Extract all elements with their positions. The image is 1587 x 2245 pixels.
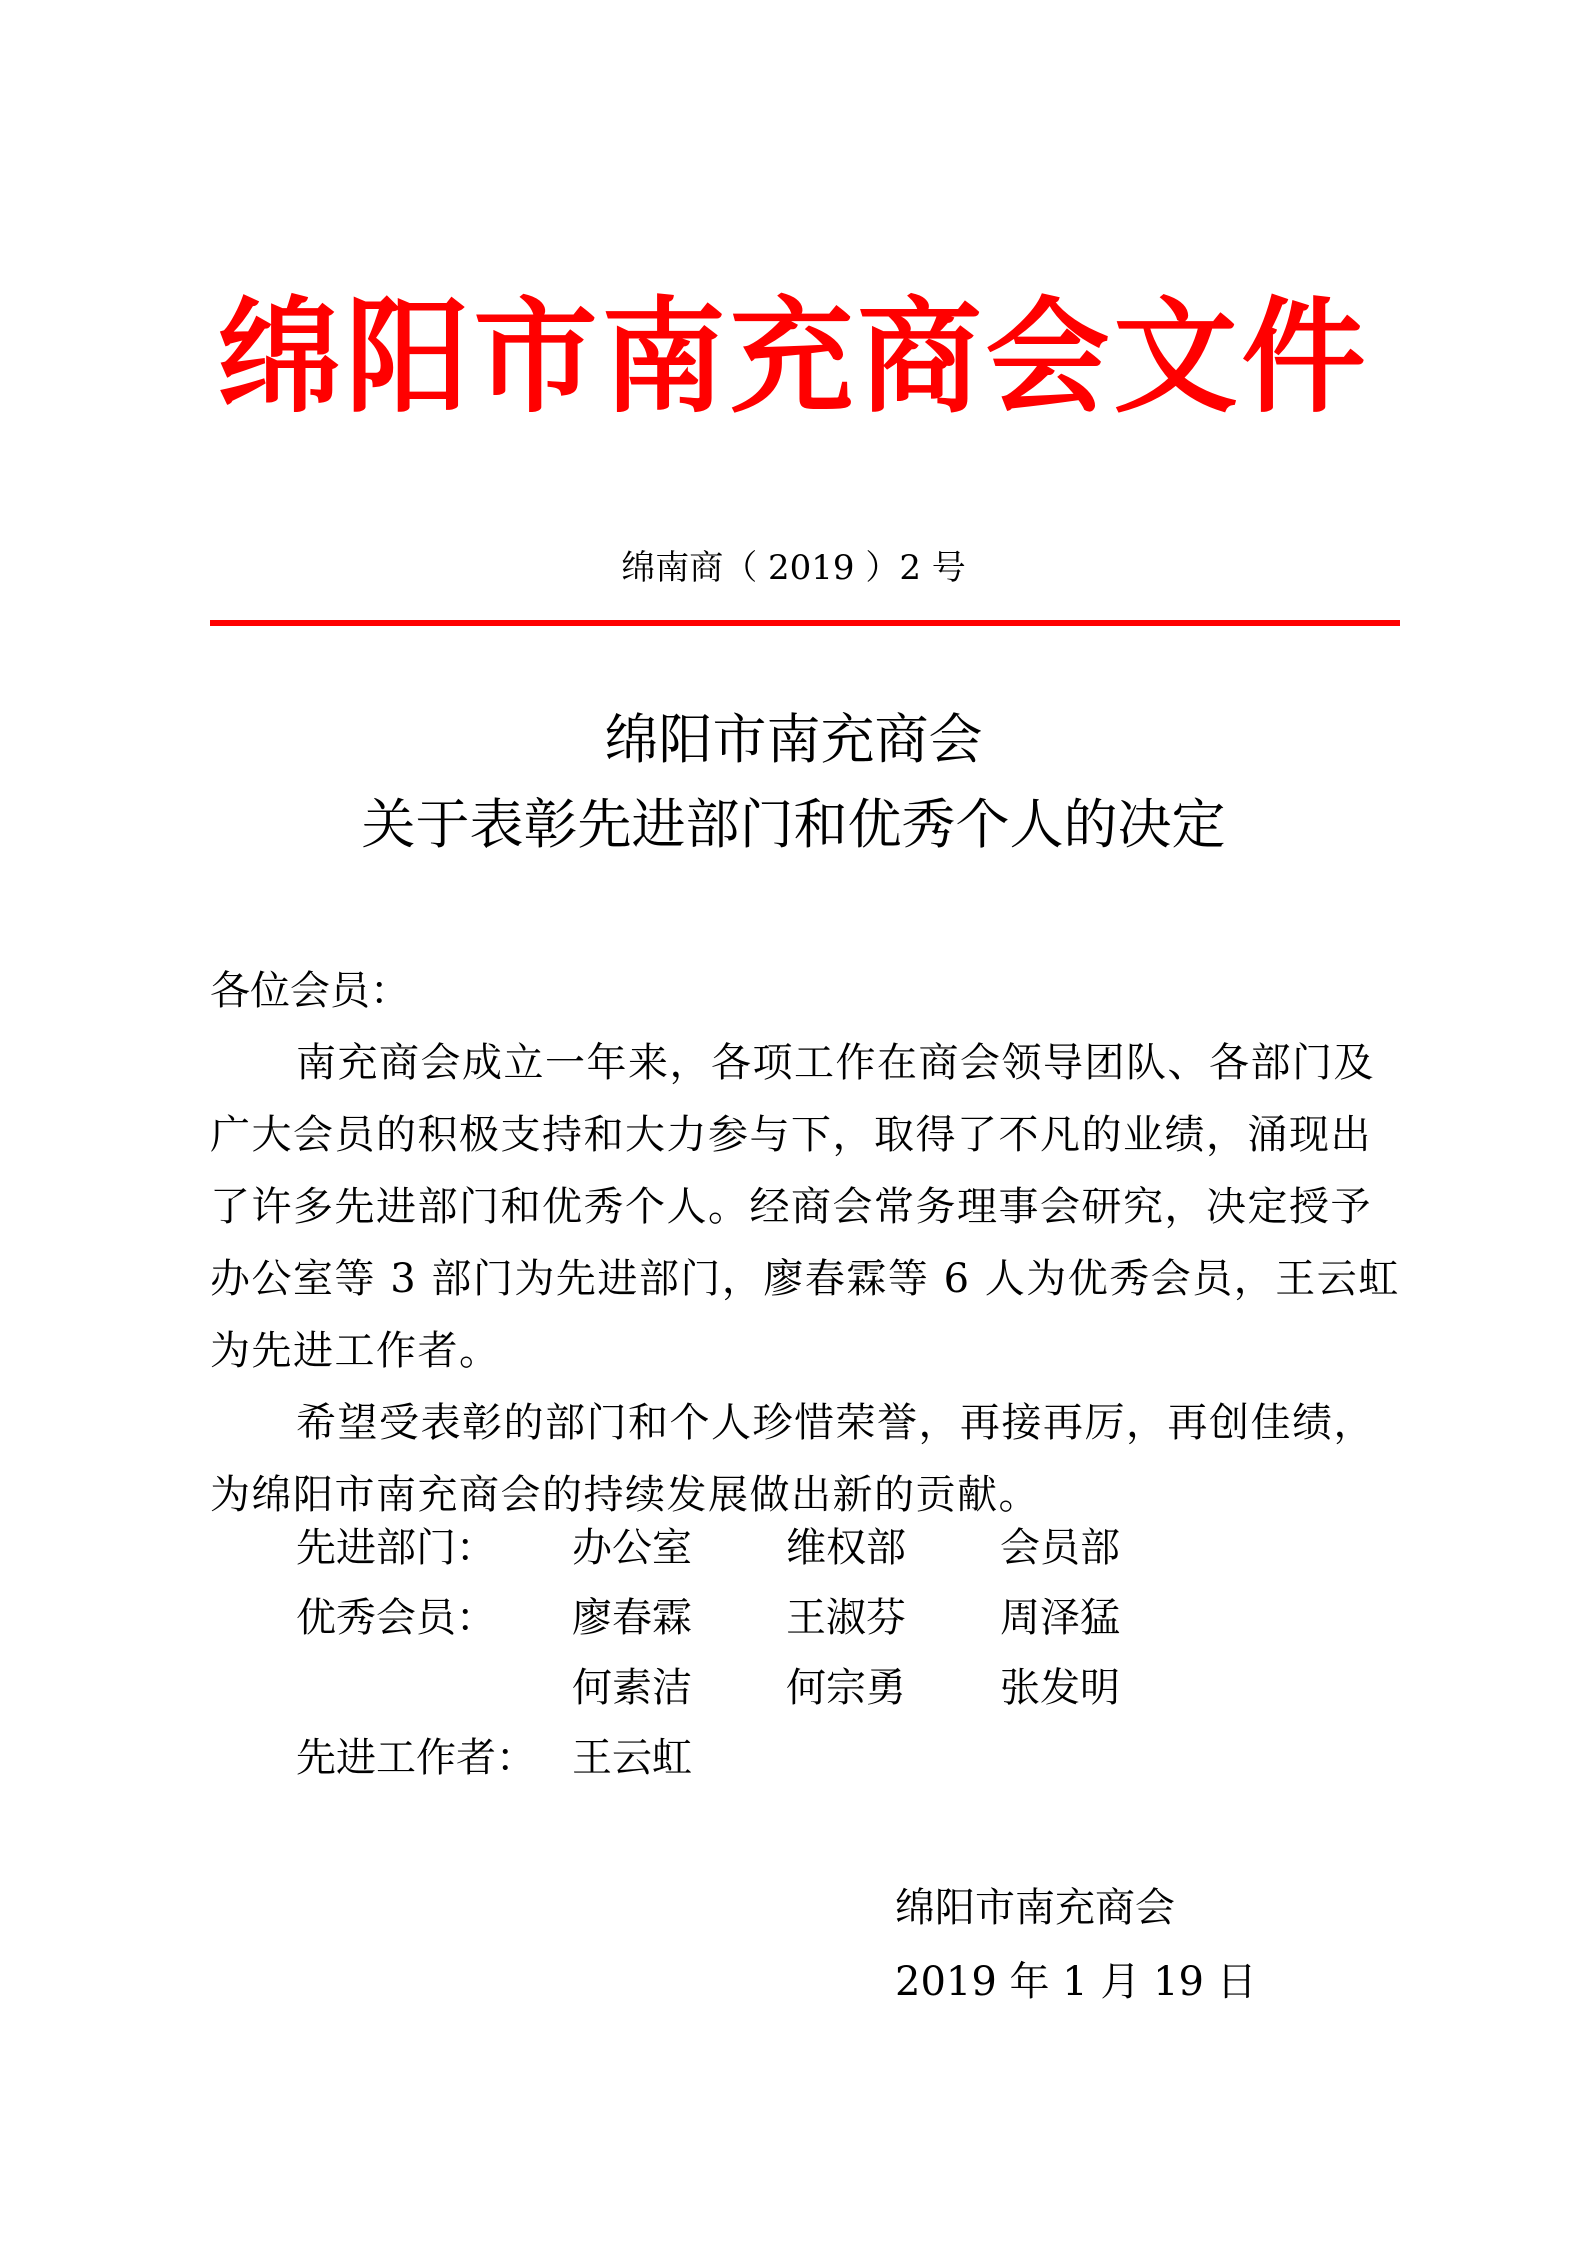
honoree-name: 维权部 bbox=[786, 1525, 906, 1571]
signature-organization: 绵阳市南充商会 bbox=[895, 1885, 1175, 1931]
honoree-name: 王云虹 bbox=[572, 1735, 692, 1781]
body-paragraph-2: 希望受表彰的部门和个人珍惜荣誉，再接再厉，再创佳绩，为绵阳市南充商会的持续发展做出新的贡献。 bbox=[210, 1400, 1375, 1518]
honoree-name: 周泽猛 bbox=[1000, 1595, 1120, 1641]
advanced-workers-row bbox=[296, 1723, 1296, 1793]
honor-label: 先进工作者： bbox=[296, 1735, 536, 1781]
honoree-name: 王淑芬 bbox=[786, 1595, 906, 1641]
document-number: 绵南商（ 2019 ）2 号 bbox=[621, 548, 966, 588]
outstanding-members-row bbox=[296, 1583, 1296, 1653]
honoree-name: 张发明 bbox=[1000, 1665, 1120, 1711]
document-masthead: 绵阳市南充商会文件 bbox=[217, 286, 1370, 430]
document-title-line-2: 关于表彰先进部门和优秀个人的决定 bbox=[361, 793, 1226, 856]
advanced-departments-row bbox=[296, 1513, 1296, 1583]
body-paragraph-1: 南充商会成立一年来，各项工作在商会领导团队、各部门及广大会员的积极支持和大力参与下，取得了不凡的业绩，涌现出了许多先进部门和优秀个人。经商会常务理事会研究，决定授予办公室等 3 部门为先进部门，廖春霖等 6 人为优秀会员，王云虹为先进工作者。 bbox=[210, 1040, 1400, 1374]
red-divider-line bbox=[210, 620, 1400, 626]
honoree-name: 会员部 bbox=[1000, 1525, 1120, 1571]
honor-label: 先进部门： bbox=[296, 1525, 496, 1571]
document-title-line-1: 绵阳市南充商会 bbox=[604, 708, 983, 771]
signature-date: 2019 年 1 月 19 日 bbox=[895, 1959, 1257, 2005]
honoree-name: 何素洁 bbox=[572, 1665, 692, 1711]
salutation: 各位会员： bbox=[210, 968, 410, 1014]
honor-label: 优秀会员： bbox=[296, 1595, 496, 1641]
outstanding-members-row-continued bbox=[296, 1653, 1296, 1723]
honoree-name: 廖春霖 bbox=[572, 1595, 692, 1641]
honoree-name: 何宗勇 bbox=[786, 1665, 906, 1711]
honoree-name: 办公室 bbox=[572, 1525, 692, 1571]
